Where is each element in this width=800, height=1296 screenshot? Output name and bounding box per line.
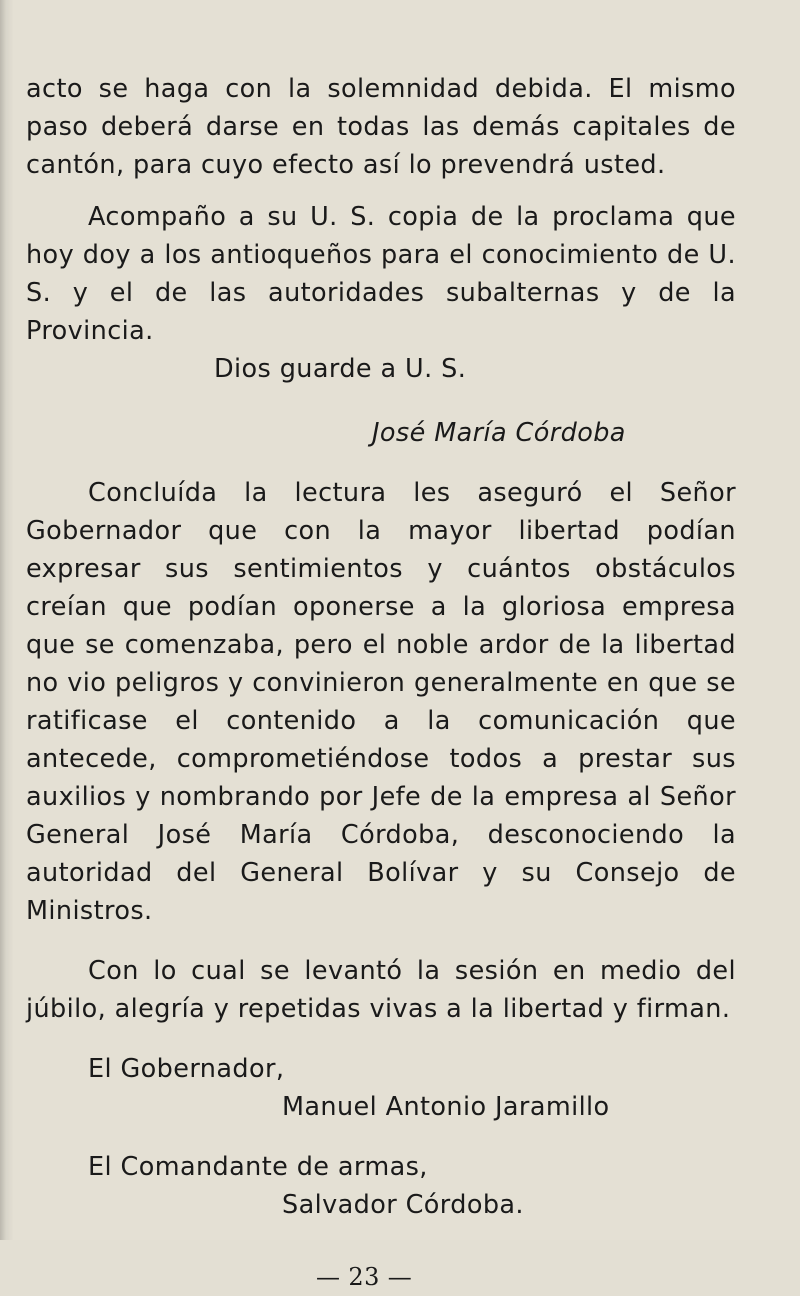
paragraph-continuation: acto se haga con la solemnidad debida. El mismo paso deberá darse en todas las demás capitales de cantón, para cuyo efecto así lo prevendrá usted. (26, 74, 736, 180)
paragraph-conclusion: Concluída la lectura les aseguró el Señor Gobernador que con la mayor libertad podían expresar sus sentimientos y cuántos obstáculos creían que podían oponerse a la gloriosa empresa que se comenzaba, pero el noble ardor de la libertad no vio peligros y convinieron generalmente en que se ratificase el contenido a la comunicación que antecede, comprometiéndose todos a prestar sus auxilios y nombrando por Jefe de la empresa al Señor General José María Córdoba, desconociendo la autoridad del General Bolívar y su Consejo de Ministros. (26, 478, 736, 926)
signatory-title: El Comandante de armas, (88, 1152, 428, 1182)
paragraph-closing: Con lo cual se levantó la sesión en medio del júbilo, alegría y repetidas vivas a la libertad y firman. (26, 956, 736, 1024)
letter-greeting: Dios guarde a U. S. (214, 354, 467, 384)
signatory-name: Salvador Córdoba. (282, 1190, 524, 1220)
signatory-name: Manuel Antonio Jaramillo (282, 1092, 610, 1122)
signatory-block-commander (26, 1148, 736, 1224)
letter-signature: José María Córdoba (372, 418, 626, 448)
paragraph-proclama: Acompaño a su U. S. copia de la proclama que hoy doy a los antioqueños para el conocimiento de U. S. y el de las autoridades subalternas y de la Provincia. (26, 202, 736, 346)
page-number: — 23 — (316, 1263, 413, 1291)
signatory-title: El Gobernador, (88, 1054, 285, 1084)
signatory-block-governor (26, 1050, 736, 1126)
page-text (26, 70, 736, 1296)
